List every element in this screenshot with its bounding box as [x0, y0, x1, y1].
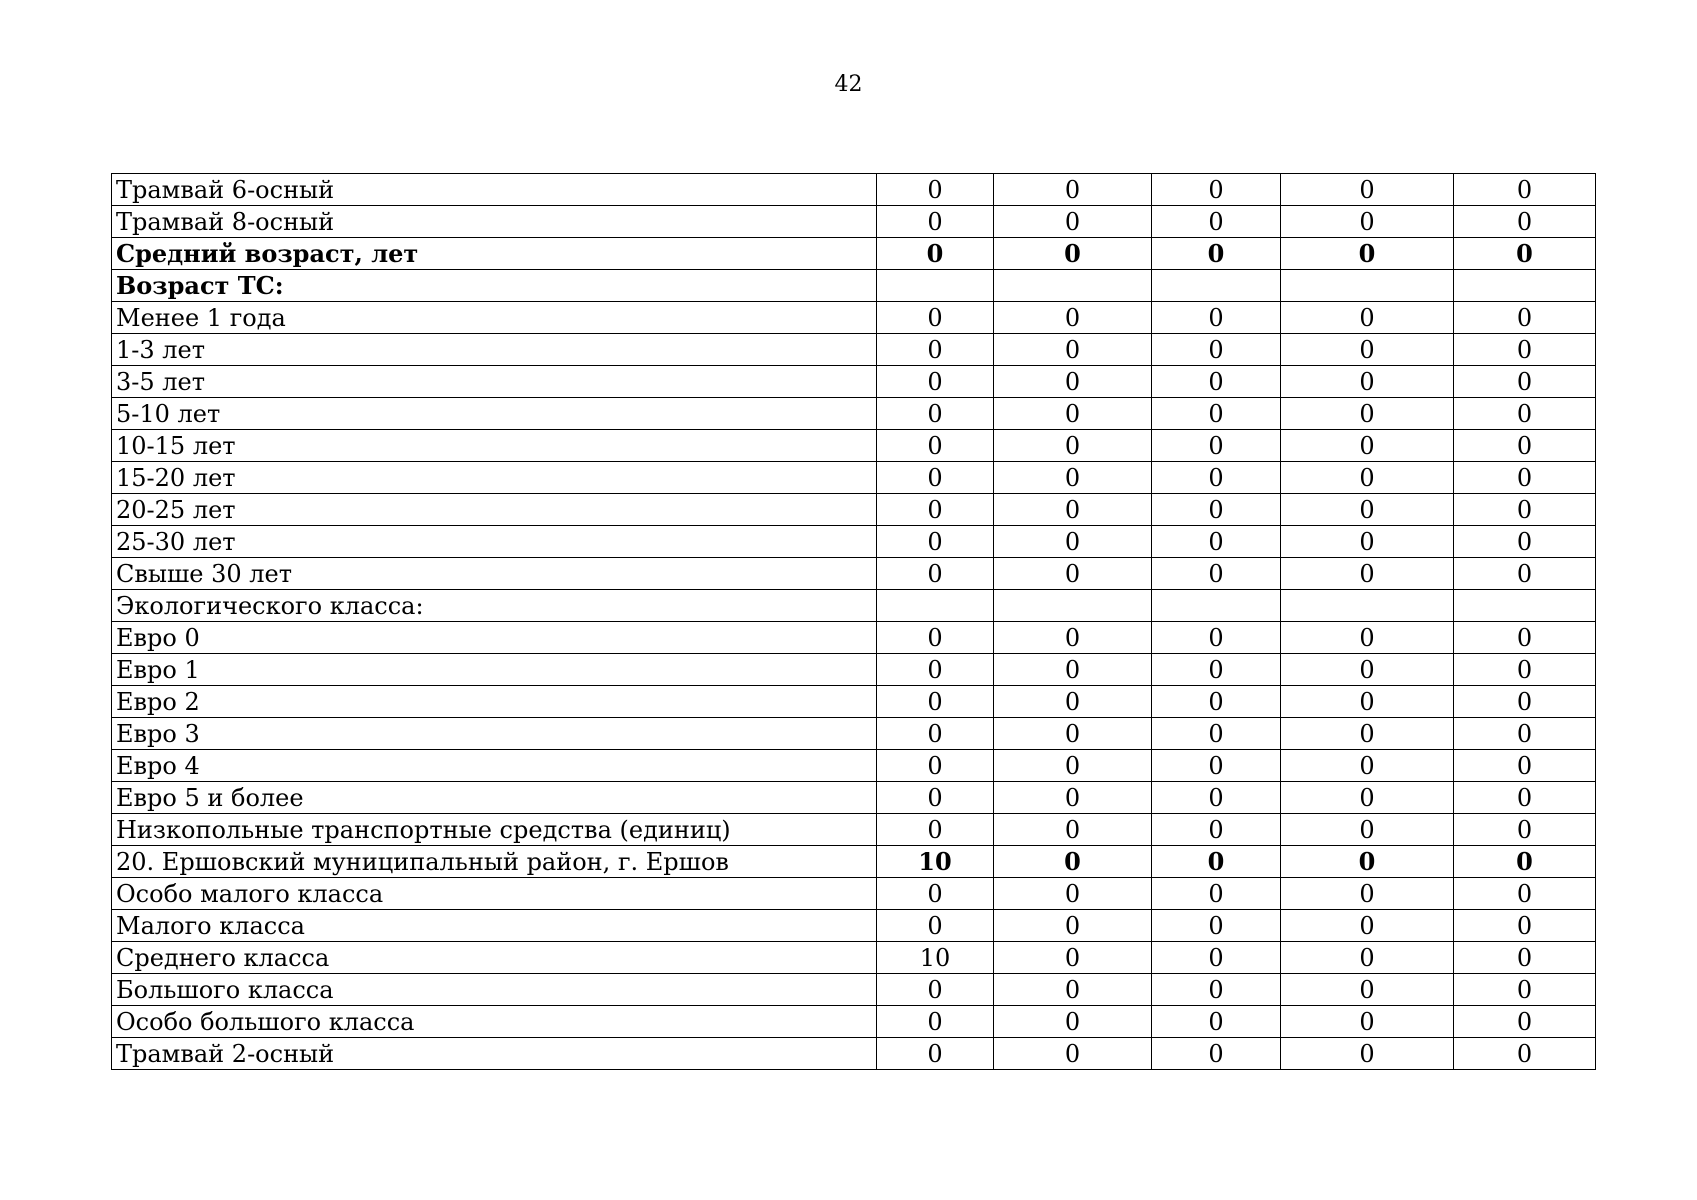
- row-value-col-2: 0: [994, 942, 1152, 974]
- row-value-col-4: 0: [1281, 622, 1454, 654]
- row-value-col-1: 0: [877, 206, 994, 238]
- row-value-col-5: 0: [1454, 302, 1596, 334]
- row-value-col-5: 0: [1454, 910, 1596, 942]
- table-row: [112, 494, 1596, 526]
- row-value-col-1: [877, 590, 994, 622]
- row-value-col-1: 0: [877, 686, 994, 718]
- row-label: Трамвай 2-осный: [112, 1038, 877, 1070]
- table-row: [112, 1038, 1596, 1070]
- row-value-col-3: 0: [1152, 942, 1281, 974]
- row-value-col-4: [1281, 590, 1454, 622]
- row-value-col-2: [994, 270, 1152, 302]
- row-value-col-1: 0: [877, 1038, 994, 1070]
- table-row: [112, 718, 1596, 750]
- row-value-col-3: 0: [1152, 718, 1281, 750]
- row-value-col-3: [1152, 270, 1281, 302]
- row-value-col-5: 0: [1454, 398, 1596, 430]
- row-value-col-5: 0: [1454, 494, 1596, 526]
- table-row: [112, 302, 1596, 334]
- row-value-col-3: 0: [1152, 1006, 1281, 1038]
- row-label: Большого класса: [112, 974, 877, 1006]
- row-value-col-3: 0: [1152, 1038, 1281, 1070]
- row-value-col-5: 0: [1454, 622, 1596, 654]
- row-value-col-1: 0: [877, 238, 994, 270]
- row-value-col-1: 0: [877, 782, 994, 814]
- row-value-col-4: [1281, 270, 1454, 302]
- row-value-col-5: 0: [1454, 526, 1596, 558]
- row-value-col-1: 10: [877, 846, 994, 878]
- row-value-col-1: 0: [877, 622, 994, 654]
- table-row: [112, 782, 1596, 814]
- row-value-col-2: 0: [994, 334, 1152, 366]
- row-value-col-4: 0: [1281, 302, 1454, 334]
- row-value-col-1: 0: [877, 398, 994, 430]
- row-label: Средний возраст, лет: [112, 238, 877, 270]
- row-label: 20-25 лет: [112, 494, 877, 526]
- row-value-col-5: 0: [1454, 1038, 1596, 1070]
- row-value-col-5: 0: [1454, 334, 1596, 366]
- row-value-col-3: 0: [1152, 174, 1281, 206]
- row-label: 10-15 лет: [112, 430, 877, 462]
- row-value-col-3: 0: [1152, 622, 1281, 654]
- row-value-col-4: 0: [1281, 174, 1454, 206]
- row-value-col-2: 0: [994, 238, 1152, 270]
- table-row: [112, 206, 1596, 238]
- row-value-col-2: 0: [994, 430, 1152, 462]
- row-value-col-1: 0: [877, 974, 994, 1006]
- row-value-col-1: 0: [877, 430, 994, 462]
- row-label: 25-30 лет: [112, 526, 877, 558]
- row-value-col-4: 0: [1281, 430, 1454, 462]
- table-row: [112, 398, 1596, 430]
- row-value-col-2: 0: [994, 398, 1152, 430]
- table-row: [112, 974, 1596, 1006]
- row-value-col-5: 0: [1454, 718, 1596, 750]
- row-value-col-4: 0: [1281, 462, 1454, 494]
- row-label: Менее 1 года: [112, 302, 877, 334]
- row-label: Евро 0: [112, 622, 877, 654]
- row-value-col-3: 0: [1152, 206, 1281, 238]
- page-number: 42: [834, 72, 863, 97]
- row-value-col-3: 0: [1152, 814, 1281, 846]
- row-label: 15-20 лет: [112, 462, 877, 494]
- row-value-col-5: 0: [1454, 430, 1596, 462]
- row-value-col-4: 0: [1281, 366, 1454, 398]
- row-value-col-2: 0: [994, 526, 1152, 558]
- row-value-col-3: 0: [1152, 334, 1281, 366]
- row-value-col-5: 0: [1454, 750, 1596, 782]
- row-value-col-1: 0: [877, 750, 994, 782]
- row-value-col-4: 0: [1281, 782, 1454, 814]
- row-value-col-2: 0: [994, 782, 1152, 814]
- row-value-col-5: 0: [1454, 974, 1596, 1006]
- row-value-col-3: 0: [1152, 974, 1281, 1006]
- table-row: [112, 686, 1596, 718]
- row-value-col-5: 0: [1454, 206, 1596, 238]
- row-value-col-3: 0: [1152, 430, 1281, 462]
- table-row: [112, 750, 1596, 782]
- row-value-col-3: 0: [1152, 366, 1281, 398]
- row-value-col-3: 0: [1152, 750, 1281, 782]
- table-row: [112, 430, 1596, 462]
- row-label: Трамвай 8-осный: [112, 206, 877, 238]
- row-value-col-2: 0: [994, 846, 1152, 878]
- row-value-col-1: 0: [877, 814, 994, 846]
- row-value-col-1: 0: [877, 910, 994, 942]
- row-value-col-2: 0: [994, 686, 1152, 718]
- table-row: [112, 910, 1596, 942]
- row-value-col-3: 0: [1152, 302, 1281, 334]
- row-value-col-2: 0: [994, 558, 1152, 590]
- row-value-col-1: 0: [877, 718, 994, 750]
- table-row: [112, 174, 1596, 206]
- table-row: [112, 558, 1596, 590]
- row-label: Особо малого класса: [112, 878, 877, 910]
- table-row: [112, 526, 1596, 558]
- row-value-col-2: 0: [994, 206, 1152, 238]
- row-label: Среднего класса: [112, 942, 877, 974]
- table-row: [112, 590, 1596, 622]
- row-value-col-1: 0: [877, 558, 994, 590]
- row-value-col-4: 0: [1281, 974, 1454, 1006]
- row-value-col-1: [877, 270, 994, 302]
- row-label: Евро 3: [112, 718, 877, 750]
- row-value-col-3: 0: [1152, 878, 1281, 910]
- row-value-col-2: 0: [994, 718, 1152, 750]
- row-value-col-1: 0: [877, 462, 994, 494]
- row-value-col-4: 0: [1281, 910, 1454, 942]
- row-value-col-3: 0: [1152, 782, 1281, 814]
- row-value-col-4: 0: [1281, 206, 1454, 238]
- row-value-col-5: 0: [1454, 174, 1596, 206]
- row-value-col-2: [994, 590, 1152, 622]
- row-value-col-3: 0: [1152, 398, 1281, 430]
- table-row: [112, 270, 1596, 302]
- row-value-col-5: 0: [1454, 814, 1596, 846]
- row-label: 1-3 лет: [112, 334, 877, 366]
- row-value-col-5: 0: [1454, 462, 1596, 494]
- row-label: Возраст ТС:: [112, 270, 877, 302]
- table-row: [112, 462, 1596, 494]
- row-value-col-2: 0: [994, 1038, 1152, 1070]
- row-value-col-4: 0: [1281, 526, 1454, 558]
- row-value-col-4: 0: [1281, 750, 1454, 782]
- row-value-col-4: 0: [1281, 942, 1454, 974]
- row-label: 3-5 лет: [112, 366, 877, 398]
- row-value-col-4: 0: [1281, 846, 1454, 878]
- row-value-col-3: 0: [1152, 238, 1281, 270]
- row-value-col-5: [1454, 590, 1596, 622]
- row-label: Особо большого класса: [112, 1006, 877, 1038]
- row-value-col-4: 0: [1281, 814, 1454, 846]
- row-value-col-3: 0: [1152, 526, 1281, 558]
- row-value-col-5: 0: [1454, 878, 1596, 910]
- row-value-col-2: 0: [994, 814, 1152, 846]
- row-value-col-4: 0: [1281, 558, 1454, 590]
- table-row: [112, 814, 1596, 846]
- row-value-col-3: 0: [1152, 846, 1281, 878]
- row-value-col-4: 0: [1281, 718, 1454, 750]
- row-value-col-5: 0: [1454, 654, 1596, 686]
- data-table: [111, 173, 1596, 1070]
- row-label: Евро 4: [112, 750, 877, 782]
- row-value-col-5: 0: [1454, 942, 1596, 974]
- row-value-col-1: 0: [877, 302, 994, 334]
- row-label: Евро 2: [112, 686, 877, 718]
- table-row: [112, 238, 1596, 270]
- row-value-col-1: 0: [877, 878, 994, 910]
- row-value-col-2: 0: [994, 750, 1152, 782]
- row-value-col-2: 0: [994, 622, 1152, 654]
- row-value-col-2: 0: [994, 462, 1152, 494]
- row-value-col-1: 0: [877, 654, 994, 686]
- row-value-col-4: 0: [1281, 1038, 1454, 1070]
- row-value-col-3: 0: [1152, 654, 1281, 686]
- row-value-col-3: 0: [1152, 462, 1281, 494]
- row-label: Трамвай 6-осный: [112, 174, 877, 206]
- row-label: 20. Ершовский муниципальный район, г. Ершов: [112, 846, 877, 878]
- row-value-col-5: 0: [1454, 846, 1596, 878]
- row-label: Низкопольные транспортные средства (единиц): [112, 814, 877, 846]
- row-value-col-5: 0: [1454, 238, 1596, 270]
- row-value-col-4: 0: [1281, 494, 1454, 526]
- row-value-col-3: 0: [1152, 686, 1281, 718]
- table-row: [112, 1006, 1596, 1038]
- row-value-col-2: 0: [994, 910, 1152, 942]
- table-row: [112, 334, 1596, 366]
- row-value-col-5: 0: [1454, 366, 1596, 398]
- table-row: [112, 942, 1596, 974]
- row-value-col-2: 0: [994, 174, 1152, 206]
- row-value-col-3: [1152, 590, 1281, 622]
- row-value-col-4: 0: [1281, 238, 1454, 270]
- row-value-col-2: 0: [994, 974, 1152, 1006]
- row-value-col-2: 0: [994, 1006, 1152, 1038]
- row-value-col-2: 0: [994, 366, 1152, 398]
- row-value-col-2: 0: [994, 878, 1152, 910]
- row-value-col-1: 0: [877, 334, 994, 366]
- table-body: [112, 174, 1596, 1070]
- row-value-col-5: 0: [1454, 1006, 1596, 1038]
- row-value-col-5: 0: [1454, 782, 1596, 814]
- table-row: [112, 846, 1596, 878]
- row-value-col-1: 0: [877, 366, 994, 398]
- row-value-col-3: 0: [1152, 910, 1281, 942]
- row-label: Малого класса: [112, 910, 877, 942]
- row-value-col-4: 0: [1281, 398, 1454, 430]
- row-value-col-3: 0: [1152, 494, 1281, 526]
- row-value-col-2: 0: [994, 654, 1152, 686]
- row-value-col-5: 0: [1454, 558, 1596, 590]
- row-value-col-4: 0: [1281, 686, 1454, 718]
- row-value-col-3: 0: [1152, 558, 1281, 590]
- row-value-col-5: [1454, 270, 1596, 302]
- row-value-col-1: 0: [877, 526, 994, 558]
- row-value-col-1: 0: [877, 174, 994, 206]
- row-label: Евро 5 и более: [112, 782, 877, 814]
- row-label: Экологического класса:: [112, 590, 877, 622]
- row-value-col-1: 10: [877, 942, 994, 974]
- row-label: 5-10 лет: [112, 398, 877, 430]
- row-value-col-4: 0: [1281, 334, 1454, 366]
- row-value-col-1: 0: [877, 1006, 994, 1038]
- table-row: [112, 878, 1596, 910]
- row-value-col-4: 0: [1281, 1006, 1454, 1038]
- row-value-col-2: 0: [994, 302, 1152, 334]
- row-label: Евро 1: [112, 654, 877, 686]
- row-value-col-4: 0: [1281, 878, 1454, 910]
- table-row: [112, 654, 1596, 686]
- row-value-col-2: 0: [994, 494, 1152, 526]
- table-row: [112, 366, 1596, 398]
- row-value-col-4: 0: [1281, 654, 1454, 686]
- table-row: [112, 622, 1596, 654]
- row-value-col-5: 0: [1454, 686, 1596, 718]
- row-label: Свыше 30 лет: [112, 558, 877, 590]
- row-value-col-1: 0: [877, 494, 994, 526]
